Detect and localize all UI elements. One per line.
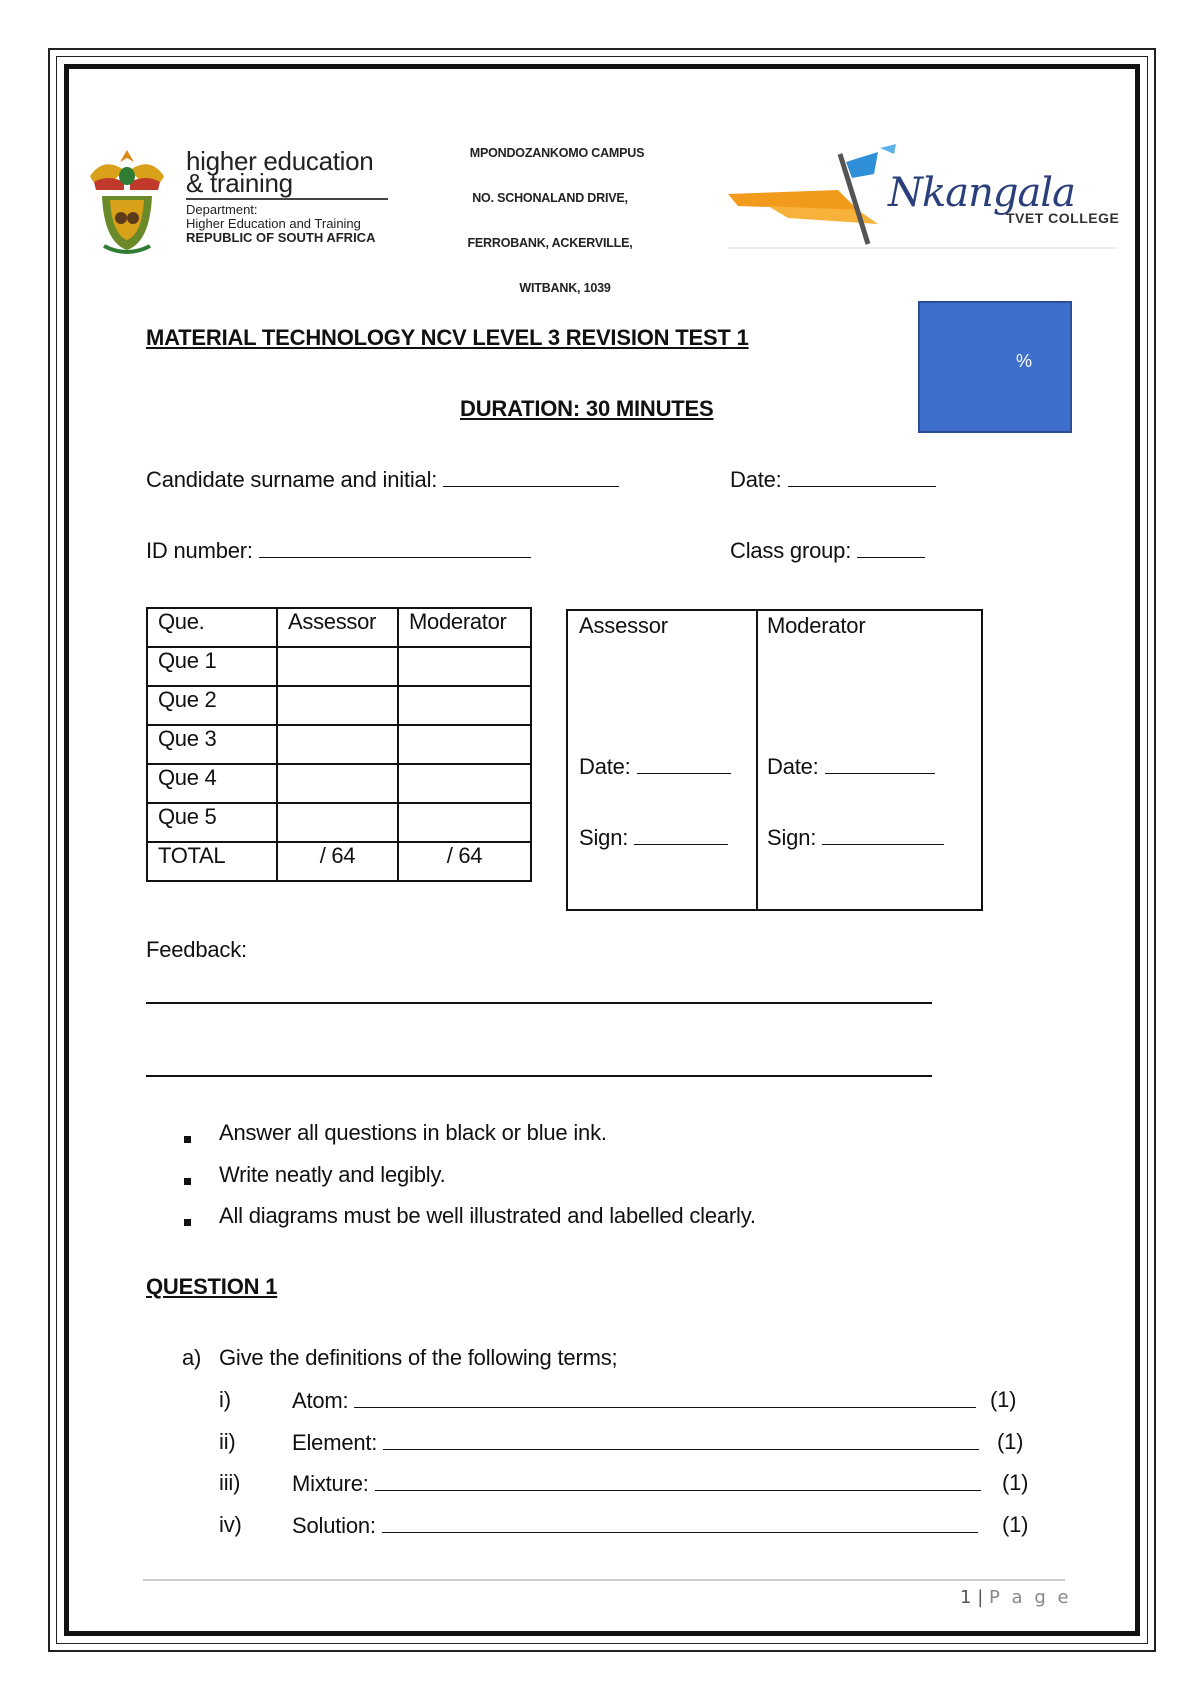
footer-divider — [143, 1579, 1065, 1581]
bullet-icon — [184, 1213, 191, 1231]
item-term: Element: — [292, 1430, 378, 1455]
question-1a-text: Give the definitions of the following terms; — [219, 1345, 618, 1370]
item-marks: (1) — [1002, 1512, 1029, 1537]
college-name: Nkangala — [888, 170, 1075, 216]
question-cell: Que 5 — [147, 803, 277, 842]
instruction-item: Answer all questions in black or blue ink. — [219, 1120, 607, 1145]
moderator-total-cell[interactable]: / 64 — [398, 842, 531, 881]
item-number: iii) — [219, 1470, 241, 1495]
item-marks: (1) — [1002, 1470, 1029, 1495]
assessor-mark-cell[interactable] — [277, 647, 398, 686]
atom-row — [292, 1387, 976, 1414]
table-row — [147, 647, 531, 686]
answer-field[interactable] — [375, 1470, 981, 1491]
answer-field[interactable] — [383, 1429, 979, 1450]
test-title: MATERIAL TECHNOLOGY NCV LEVEL 3 REVISION TEST 1 — [146, 325, 749, 350]
id-number-label: ID number: — [146, 538, 253, 563]
assessor-date-field[interactable] — [637, 753, 731, 774]
score-percent-label: % — [1016, 351, 1033, 371]
feedback-line-1[interactable] — [146, 1002, 932, 1004]
bullet-icon — [184, 1172, 191, 1190]
signature-moderator-heading: Moderator — [767, 613, 866, 638]
item-term: Solution: — [292, 1513, 376, 1538]
class-group-row — [730, 537, 925, 564]
dhet-divider — [186, 198, 388, 200]
item-number: iv) — [219, 1512, 242, 1537]
assessor-total-cell[interactable]: / 64 — [277, 842, 398, 881]
table-row-total — [147, 842, 531, 881]
question-1-heading: QUESTION 1 — [146, 1274, 278, 1299]
assessor-mark-cell[interactable] — [277, 803, 398, 842]
instruction-item: All diagrams must be well illustrated and labelled clearly. — [219, 1203, 756, 1228]
moderator-sign-field[interactable] — [822, 824, 944, 845]
header-cell-assessor: Assessor — [277, 608, 398, 647]
moderator-mark-cell[interactable] — [398, 764, 531, 803]
candidate-surname-row — [146, 466, 619, 493]
moderator-sign-row — [767, 824, 944, 851]
assessor-mark-cell[interactable] — [277, 764, 398, 803]
page-number: 1 — [960, 1587, 972, 1608]
question-cell: Que 3 — [147, 725, 277, 764]
moderator-date-label: Date: — [767, 754, 819, 779]
page-word: P a g e — [988, 1587, 1072, 1608]
candidate-surname-field[interactable] — [443, 466, 619, 487]
date-field[interactable] — [788, 466, 936, 487]
table-row — [147, 764, 531, 803]
answer-field[interactable] — [354, 1387, 976, 1408]
date-row — [730, 466, 936, 493]
coat-of-arms-logo — [84, 146, 170, 256]
marks-table — [146, 607, 532, 882]
address-line-3: FERROBANK, ACKERVILLE, — [467, 236, 633, 250]
signature-assessor-heading: Assessor — [579, 613, 668, 638]
assessor-sign-label: Sign: — [579, 825, 629, 850]
dhet-title-line2: & training — [186, 168, 293, 198]
assessor-sign-field[interactable] — [634, 824, 728, 845]
address-line-4: WITBANK, 1039 — [519, 281, 611, 295]
address-line-2: NO. SCHONALAND DRIVE, — [472, 191, 628, 205]
score-box — [918, 301, 1072, 433]
dhet-department-name: Higher Education and Training — [186, 216, 361, 231]
moderator-mark-cell[interactable] — [398, 803, 531, 842]
item-number: ii) — [219, 1429, 236, 1454]
table-row — [147, 725, 531, 764]
question-cell: Que 4 — [147, 764, 277, 803]
moderator-date-row — [767, 753, 935, 780]
moderator-mark-cell[interactable] — [398, 686, 531, 725]
item-marks: (1) — [990, 1387, 1017, 1412]
element-row — [292, 1429, 979, 1456]
dhet-department-label: Department: — [186, 202, 258, 217]
test-duration: DURATION: 30 MINUTES — [460, 396, 714, 421]
mixture-row — [292, 1470, 981, 1497]
id-number-row — [146, 537, 531, 564]
question-cell: Que 2 — [147, 686, 277, 725]
moderator-date-field[interactable] — [825, 753, 935, 774]
page-footer: 1 | P a g e — [960, 1587, 1072, 1608]
moderator-mark-cell[interactable] — [398, 647, 531, 686]
marks-table-header — [147, 608, 531, 647]
assessor-mark-cell[interactable] — [277, 725, 398, 764]
candidate-surname-label: Candidate surname and initial: — [146, 467, 438, 492]
header-cell-moderator: Moderator — [398, 608, 531, 647]
item-term: Atom: — [292, 1388, 349, 1413]
question-cell: Que 1 — [147, 647, 277, 686]
feedback-line-2[interactable] — [146, 1075, 932, 1077]
table-row — [147, 686, 531, 725]
moderator-sign-label: Sign: — [767, 825, 817, 850]
address-line-1: MPONDOZANKOMO CAMPUS — [469, 146, 645, 160]
instruction-item: Write neatly and legibly. — [219, 1162, 446, 1187]
feedback-label: Feedback: — [146, 937, 247, 962]
class-group-label: Class group: — [730, 538, 852, 563]
item-marks: (1) — [997, 1429, 1024, 1454]
bullet-icon — [184, 1130, 191, 1148]
assessor-date-row — [579, 753, 731, 780]
class-group-field[interactable] — [857, 537, 925, 558]
assessor-sign-row — [579, 824, 728, 851]
item-number: i) — [219, 1387, 231, 1412]
header-cell-question: Que. — [147, 608, 277, 647]
signature-table — [566, 609, 983, 911]
dhet-title-line1: higher education — [186, 146, 374, 176]
dhet-country: REPUBLIC OF SOUTH AFRICA — [186, 230, 376, 245]
assessor-date-label: Date: — [579, 754, 631, 779]
college-subtitle: TVET COLLEGE — [1006, 210, 1120, 226]
id-number-field[interactable] — [259, 537, 531, 558]
signature-table-divider — [756, 611, 758, 909]
answer-field[interactable] — [382, 1512, 978, 1533]
solution-row — [292, 1512, 978, 1539]
item-term: Mixture: — [292, 1471, 369, 1496]
table-row — [147, 803, 531, 842]
question-1a-label: a) — [182, 1345, 202, 1370]
total-label-cell: TOTAL — [147, 842, 277, 881]
assessor-mark-cell[interactable] — [277, 686, 398, 725]
date-label: Date: — [730, 467, 782, 492]
moderator-mark-cell[interactable] — [398, 725, 531, 764]
